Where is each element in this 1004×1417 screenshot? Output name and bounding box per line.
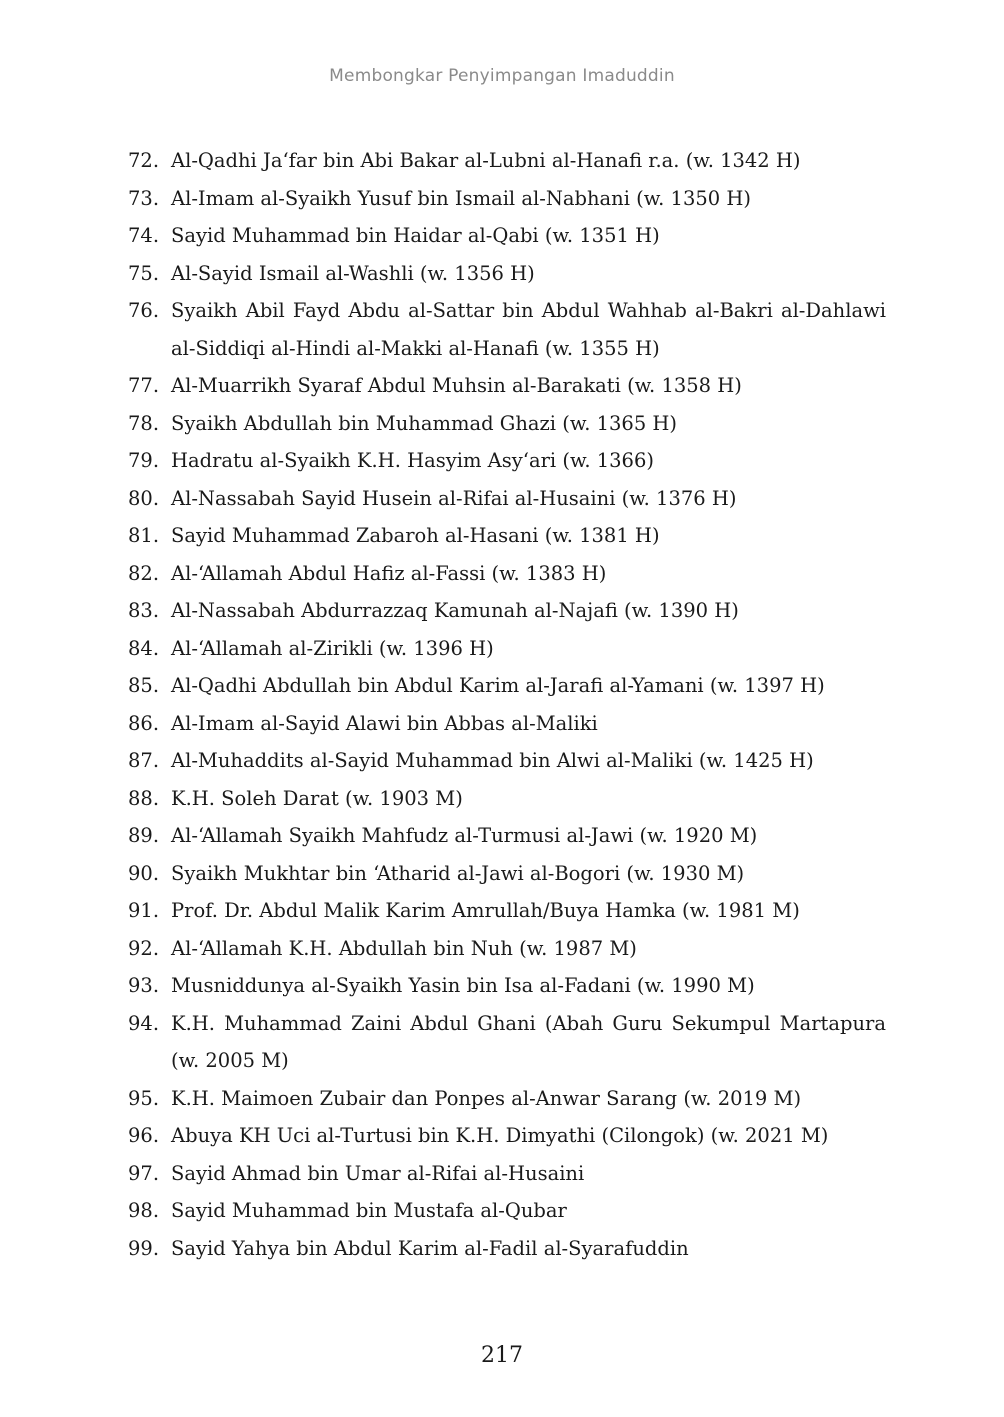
list-item-text: Al-Imam al-Sayid Alawi bin Abbas al-Maliki xyxy=(171,711,598,735)
list-item xyxy=(128,1155,886,1193)
list-item xyxy=(128,892,886,930)
list-item xyxy=(128,780,886,818)
list-item xyxy=(128,967,886,1005)
list-item xyxy=(128,630,886,668)
list-item-text: Al-Qadhi Ja‘far bin Abi Bakar al-Lubni al-Hanafi r.a. (w. 1342 H) xyxy=(171,149,801,172)
list-item-text: K.H. Muhammad Zaini Abdul Ghani (Abah Guru Sekumpul Martapura (w. 2005 M) xyxy=(171,1011,886,1072)
list-item-text: Syaikh Abdullah bin Muhammad Ghazi (w. 1365 H) xyxy=(171,411,678,435)
list-item-text: Al-‘Allamah Abdul Hafiz al-Fassi (w. 1383 H) xyxy=(171,561,607,585)
list-item xyxy=(128,705,886,743)
list-item-number: 94. xyxy=(128,1011,160,1035)
list-item-number: 99. xyxy=(128,1236,160,1260)
list-item xyxy=(128,592,886,630)
list-item-number: 75. xyxy=(128,261,160,285)
list-item-number: 85. xyxy=(128,674,160,697)
list-item-text: Syaikh Abil Fayd Abdu al-Sattar bin Abdul Wahhab al-Bakri al-Dahlawi al-Siddiqi al-Hindi al-Makki al-Hanafi (w. 1355 H) xyxy=(171,299,886,360)
list-item-number: 92. xyxy=(128,936,160,960)
list-item-number: 81. xyxy=(128,524,160,547)
list-item-number: 87. xyxy=(128,749,160,772)
list-item xyxy=(128,1117,886,1155)
list-item-text: Al-Nassabah Sayid Husein al-Rifai al-Husaini (w. 1376 H) xyxy=(171,486,737,510)
list-item xyxy=(128,1080,886,1118)
list-item-text: Sayid Ahmad bin Umar al-Rifai al-Husaini xyxy=(171,1161,585,1185)
list-item-number: 86. xyxy=(128,711,160,735)
list-item-number: 98. xyxy=(128,1199,160,1222)
page-number: 217 xyxy=(481,1343,523,1368)
list-item-text: Al-Imam al-Syaikh Yusuf bin Ismail al-Nabhani (w. 1350 H) xyxy=(171,186,751,210)
list-item-text: K.H. Maimoen Zubair dan Ponpes al-Anwar Sarang (w. 2019 M) xyxy=(171,1086,802,1110)
list-item-text: Al-Nassabah Abdurrazzaq Kamunah al-Najafi (w. 1390 H) xyxy=(171,599,739,622)
list-item xyxy=(128,742,886,780)
list-item-text: Al-‘Allamah al-Zirikli (w. 1396 H) xyxy=(171,636,494,660)
list-item-number: 73. xyxy=(128,186,160,210)
list-item-text: Sayid Yahya bin Abdul Karim al-Fadil al-Syarafuddin xyxy=(171,1236,689,1260)
list-item-text: Abuya KH Uci al-Turtusi bin K.H. Dimyathi (Cilongok) (w. 2021 M) xyxy=(171,1124,829,1147)
list-item xyxy=(128,180,886,218)
entry-list xyxy=(128,142,886,1267)
list-item xyxy=(128,1230,886,1268)
list-item-number: 74. xyxy=(128,224,160,247)
list-item xyxy=(128,442,886,480)
list-item-text: Sayid Muhammad bin Mustafa al-Qubar xyxy=(171,1199,567,1222)
list-item-number: 96. xyxy=(128,1124,160,1147)
list-item-text: Syaikh Mukhtar bin ‘Atharid al-Jawi al-Bogori (w. 1930 M) xyxy=(171,861,745,885)
list-item xyxy=(128,255,886,293)
list-item xyxy=(128,555,886,593)
list-item xyxy=(128,667,886,705)
list-item-number: 79. xyxy=(128,449,160,472)
list-item-number: 90. xyxy=(128,861,160,885)
list-item xyxy=(128,142,886,180)
list-item-number: 82. xyxy=(128,561,160,585)
list-item xyxy=(128,405,886,443)
list-item-number: 88. xyxy=(128,786,160,810)
list-item-text: Al-Muarrikh Syaraf Abdul Muhsin al-Barakati (w. 1358 H) xyxy=(171,374,742,397)
list-item-text: Al-Muhaddits al-Sayid Muhammad bin Alwi al-Maliki (w. 1425 H) xyxy=(171,749,814,772)
list-item-text: Al-‘Allamah Syaikh Mahfudz al-Turmusi al-Jawi (w. 1920 M) xyxy=(171,824,758,847)
list-item-text: Hadratu al-Syaikh K.H. Hasyim Asy‘ari (w. 1366) xyxy=(171,449,654,472)
list-item-number: 78. xyxy=(128,411,160,435)
list-item xyxy=(128,1005,886,1080)
list-item xyxy=(128,1192,886,1230)
list-item-text: Prof. Dr. Abdul Malik Karim Amrullah/Buya Hamka (w. 1981 M) xyxy=(171,899,800,922)
list-item xyxy=(128,480,886,518)
list-item-text: Al-Sayid Ismail al-Washli (w. 1356 H) xyxy=(171,261,535,285)
list-item-text: Sayid Muhammad bin Haidar al-Qabi (w. 1351 H) xyxy=(171,224,660,247)
list-item xyxy=(128,367,886,405)
list-item-number: 91. xyxy=(128,899,160,922)
list-item xyxy=(128,517,886,555)
list-item xyxy=(128,292,886,367)
list-item-text: Musniddunya al-Syaikh Yasin bin Isa al-Fadani (w. 1990 M) xyxy=(171,974,755,997)
running-header: Membongkar Penyimpangan Imaduddin xyxy=(329,66,675,86)
list-item-number: 93. xyxy=(128,974,160,997)
list-item-number: 80. xyxy=(128,486,160,510)
list-item-number: 77. xyxy=(128,374,160,397)
list-item-text: Al-Qadhi Abdullah bin Abdul Karim al-Jarafi al-Yamani (w. 1397 H) xyxy=(171,674,825,697)
list-item-number: 84. xyxy=(128,636,160,660)
list-item-text: K.H. Soleh Darat (w. 1903 M) xyxy=(171,786,463,810)
list-item-number: 89. xyxy=(128,824,160,847)
list-item-text: Sayid Muhammad Zabaroh al-Hasani (w. 1381 H) xyxy=(171,524,660,547)
list-item-number: 76. xyxy=(128,299,160,322)
list-item-number: 97. xyxy=(128,1161,160,1185)
list-item-number: 72. xyxy=(128,149,160,172)
list-item-number: 95. xyxy=(128,1086,160,1110)
list-item-number: 83. xyxy=(128,599,160,622)
list-item xyxy=(128,930,886,968)
list-item xyxy=(128,217,886,255)
list-item xyxy=(128,817,886,855)
list-item xyxy=(128,855,886,893)
list-item-text: Al-‘Allamah K.H. Abdullah bin Nuh (w. 1987 M) xyxy=(171,936,637,960)
